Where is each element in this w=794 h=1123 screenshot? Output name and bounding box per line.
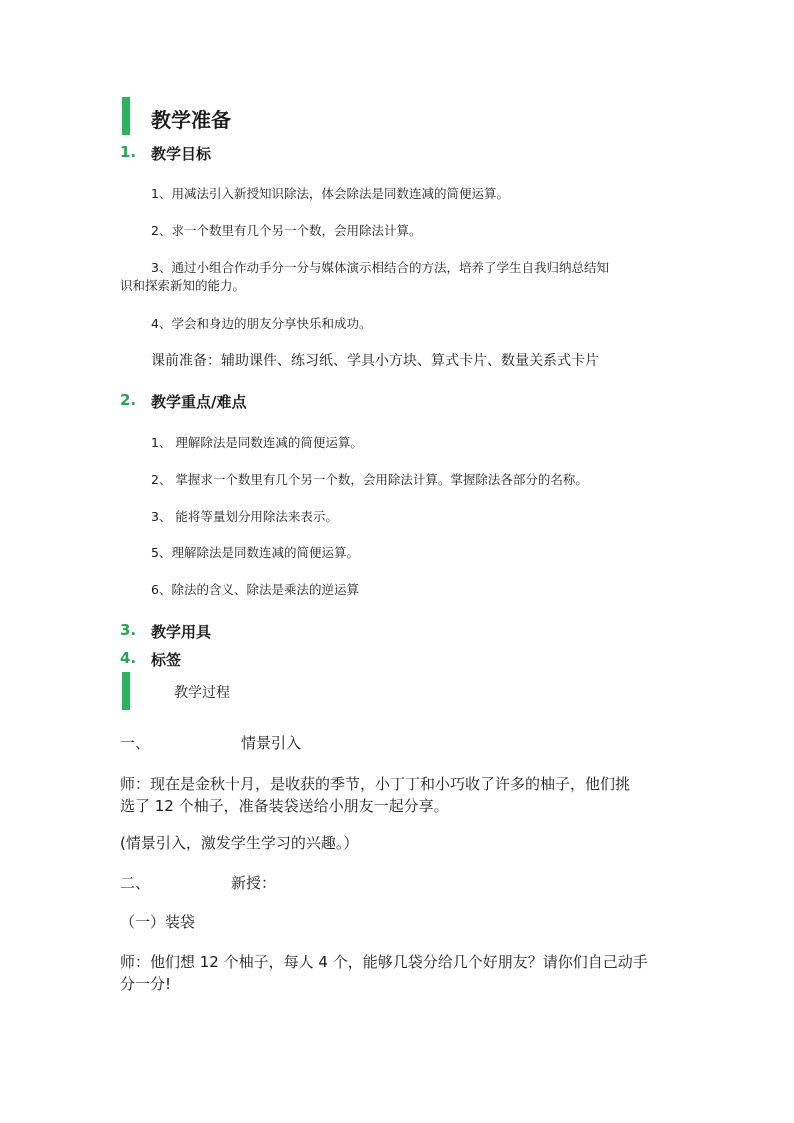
goal-paragraph-3-line-2: 识和探索新知的能力。: [120, 278, 246, 293]
section-title-preparation: 教学准备: [151, 108, 231, 132]
heading-number-3: 3.: [120, 621, 137, 639]
key-point-5: 5、理解除法是同数连减的简便运算。: [151, 545, 359, 560]
heading-number-2: 2.: [120, 391, 137, 409]
section-marker-bar: [122, 672, 130, 710]
part-title-scenario: 情景引入: [241, 734, 302, 752]
part-title-new-lesson: 新授：: [231, 874, 277, 892]
heading-teaching-goals: 教学目标: [151, 145, 212, 163]
goal-paragraph-3-line-1: 3、通过小组合作动手分一分与媒体演示相结合的方法，培养了学生自我归纳总结知: [151, 260, 609, 275]
heading-number-1: 1.: [120, 143, 137, 161]
heading-key-points: 教学重点/难点: [151, 393, 247, 411]
key-point-3: 3、 能将等量划分用除法来表示。: [151, 509, 338, 524]
scenario-paragraph-line-1: 师：现在是金秋十月，是收获的季节，小丁丁和小巧收了许多的柚子，他们挑: [120, 775, 631, 793]
goal-paragraph-4: 4、学会和身边的朋友分享快乐和成功。: [151, 316, 372, 331]
bagging-paragraph-line-2: 分一分!: [120, 975, 172, 993]
scenario-paragraph-line-2: 选了 12 个柚子，准备装袋送给小朋友一起分享。: [120, 797, 449, 815]
section-title-process: 教学过程: [174, 685, 230, 701]
subsection-bagging: （一）装袋: [120, 913, 196, 931]
section-marker-bar: [122, 97, 130, 135]
heading-number-4: 4.: [120, 649, 137, 667]
key-point-1: 1、 理解除法是同数连减的简便运算。: [151, 435, 363, 450]
goal-paragraph-1: 1、用减法引入新授知识除法，体会除法是同数连减的简便运算。: [151, 186, 509, 201]
key-point-6: 6、除法的含义、除法是乘法的逆运算: [151, 582, 359, 597]
preparation-materials: 课前准备：辅助课件、练习纸、学具小方块、算式卡片、数量关系式卡片: [151, 353, 599, 369]
scenario-note: (情景引入，激发学生学习的兴趣。）: [120, 834, 359, 852]
bagging-paragraph-line-1: 师：他们想 12 个柚子，每人 4 个，能够几袋分给几个好朋友？请你们自己动手: [120, 953, 648, 971]
goal-paragraph-2: 2、求一个数里有几个另一个数，会用除法计算。: [151, 223, 422, 238]
heading-teaching-tools: 教学用具: [151, 623, 212, 641]
heading-tags: 标签: [151, 651, 182, 669]
part-number-1: 一、: [120, 734, 151, 752]
key-point-2: 2、 掌握求一个数里有几个另一个数，会用除法计算。掌握除法各部分的名称。: [151, 472, 588, 487]
part-number-2: 二、: [120, 874, 151, 892]
